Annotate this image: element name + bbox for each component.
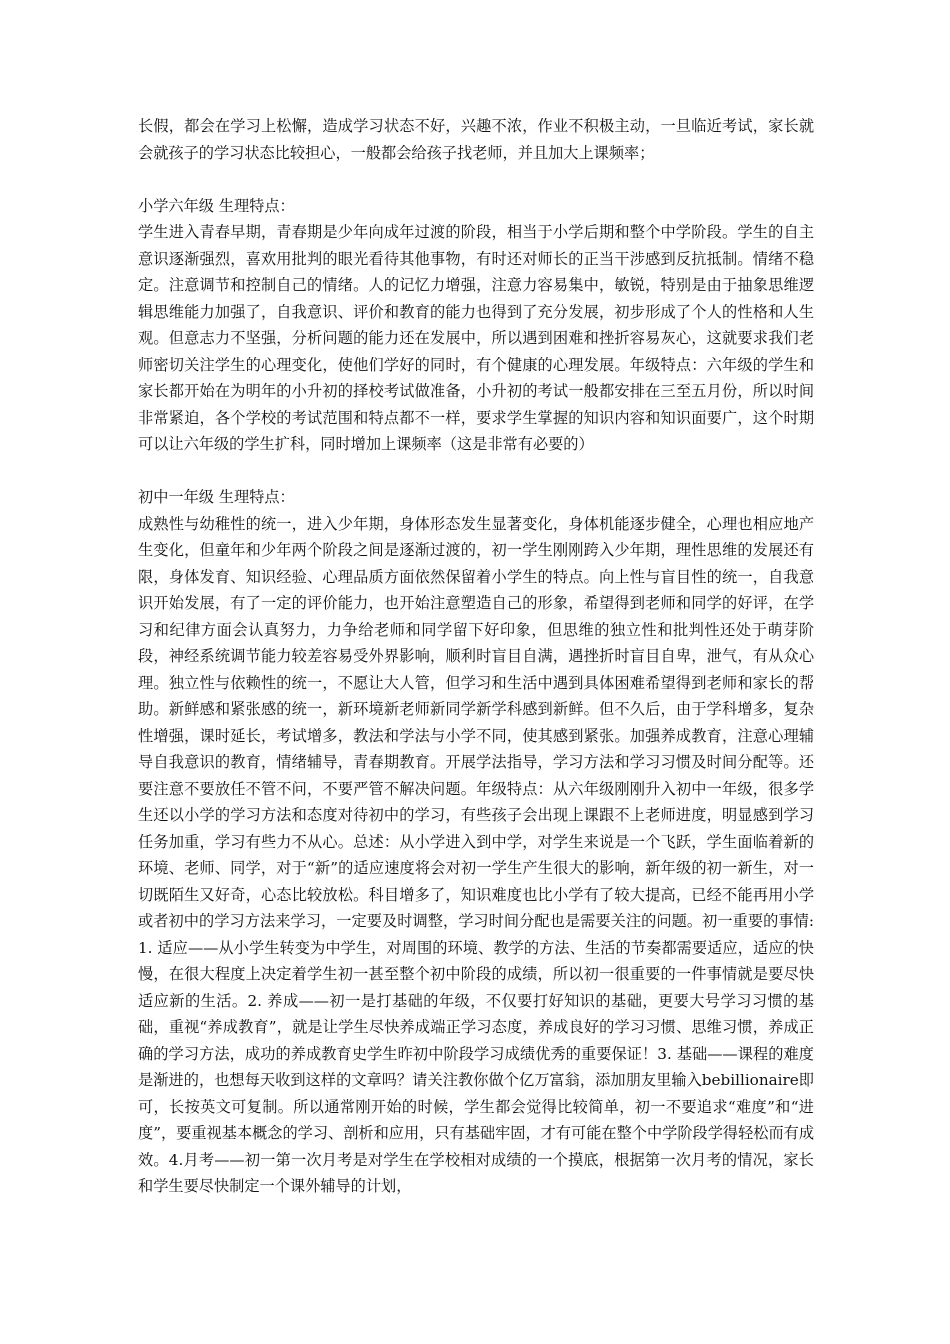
paragraph-spacer [138,166,814,193]
paragraph-junior-one: 成熟性与幼稚性的统一，进入少年期，身体形态发生显著变化，身体机能逐步健全，心理也相应地产生变化，但童年和少年两个阶段之间是逐渐过渡的，初一学生刚刚跨入少年期，理性思维的发展还有限，身体发育、知识经验、心理品质方面依然保留着小学生的特点。向上性与盲目性的统一，自我意识开始发展，有了一定的评价能力，也开始注意塑造自己的形象，希望得到老师和同学的好评，在学习和纪律方面会认真努力，力争给老师和同学留下好印象，但思维的独立性和批判性还处于萌芽阶段，神经系统调节能力较差容易受外界影响，顺利时盲目自满，遇挫折时盲目自卑，泄气，有从众心理。独立性与依赖性的统一，不愿让大人管，但学习和生活中遇到具体困难希望得到老师和家长的帮助。新鲜感和紧张感的统一，新环境新老师新同学新学科感到新鲜。但不久后，由于学科增多，复杂性增强，课时延长，考试增多，教法和学法与小学不同，使其感到紧张。加强养成教育，注意心理辅导自我意识的教育，情绪辅导，青春期教育。开展学法指导，学习方法和学习习惯及时间分配等。还要注意不要放任不管不问，不要严管不解决问题。年级特点：从六年级刚刚升入初中一年级，很多学生还以小学的学习方法和态度对待初中的学习，有些孩子会出现上课跟不上老师进度，明显感到学习任务加重，学习有些力不从心。总述：从小学进入到中学，对学生来说是一个飞跃，学生面临着新的环境、老师、同学，对于“新”的适应速度将会对初一学生产生很大的影响，新年级的初一新生，对一切既陌生又好奇，心态比较放松。科目增多了，知识难度也比小学有了较大提高，已经不能再用小学或者初中的学习方法来学习，一定要及时调整，学习时间分配也是需要关注的问题。初一重要的事情:1. 适应——从小学生转变为中学生，对周围的环境、教学的方法、生活的节奏都需要适应，适应的快慢，在很大程度上决定着学生初一甚至整个初中阶段的成绩，所以初一很重要的一件事情就是要尽快适应新的生活。2. 养成——初一是打基础的年级，不仅要打好知识的基础，更要大号学习习惯的基础，重视“养成教育”，就是让学生尽快养成端正学习态度，养成良好的学习习惯、思维习惯，养成正确的学习方法，成功的养成教育史学生昨初中阶段学习成绩优秀的重要保证！3. 基础——课程的难度是渐进的，也想每天收到这样的文章吗？请关注教你做个亿万富翁，添加朋友里输入bebillionaire即可，长按英文可复制。所以通常刚开始的时候，学生都会觉得比较简单，初一不要追求“难度”和“进度”，要重视基本概念的学习、剖析和应用，只有基础牢固，才有可能在整个中学阶段学得轻松而有成效。4.月考——初一第一次月考是对学生在学校相对成绩的一个摸底，根据第一次月考的情况，家长和学生要尽快制定一个课外辅导的计划， [138,514,815,1195]
section-heading-junior-one: 初中一年级 生理特点： [138,488,295,506]
paragraph-intro: 长假，都会在学习上松懈，造成学习状态不好，兴趣不浓，作业不积极主动，一旦临近考试，家长就会就孩子的学习状态比较担心，一般都会给孩子找老师，并且加大上课频率； [138,117,814,162]
paragraph-grade-six: 学生进入青春早期，青春期是少年向成年过渡的阶段，相当于小学后期和整个中学阶段。学生的自主意识逐渐强烈，喜欢用批判的眼光看待其他事物，有时还对师长的正当干涉感到反抗抵制。情绪不稳定。注意调节和控制自己的情绪。人的记忆力增强，注意力容易集中，敏锐，特别是由于抽象思维逻辑思维能力加强了，自我意识、评价和教育的能力也得到了充分发展，初步形成了个人的性格和人生观。但意志力不坚强，分析问题的能力还在发展中，所以遇到困难和挫折容易灰心，这就要求我们老师密切关注学生的心理变化，使他们学好的同时，有个健康的心理发展。年级特点：六年级的学生和家长都开始在为明年的小升初的择校考试做准备，小升初的考试一般都安排在三至五月份，所以时间非常紧迫，各个学校的考试范围和特点都不一样，要求学生掌握的知识内容和知识面要广，这个时期可以让六年级的学生扩科，同时增加上课频率（这是非常有必要的） [138,223,814,453]
paragraph-spacer [138,458,814,485]
document-page [138,113,814,1200]
section-heading-grade-six: 小学六年级 生理特点： [138,196,295,215]
